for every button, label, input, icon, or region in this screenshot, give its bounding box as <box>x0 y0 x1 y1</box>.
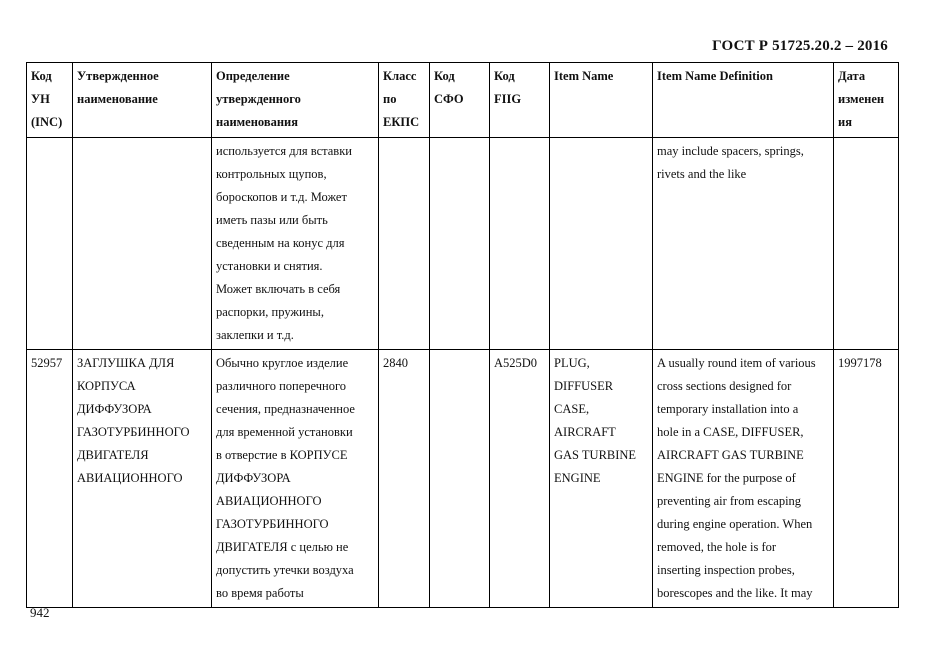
header-item-name-definition <box>653 63 834 138</box>
text-line: бороскопов и т.д. Может <box>216 190 347 204</box>
text-line: утвержденного <box>216 92 301 106</box>
text-line: сведенным на конус для <box>216 236 345 250</box>
text-line: temporary installation into a <box>657 402 799 416</box>
cell-definition <box>212 138 379 350</box>
text-line: Item Name <box>554 69 614 83</box>
text-line: inserting inspection probes, <box>657 563 795 577</box>
text-line: для временной установки <box>216 425 353 439</box>
text-line: установки и снятия. <box>216 259 323 273</box>
text-line: наименование <box>77 92 158 106</box>
page-number: 942 <box>30 605 50 620</box>
text-line: removed, the hole is for <box>657 540 777 554</box>
document-standard-header: ГОСТ Р 51725.20.2 – 2016 <box>712 38 888 54</box>
cell-inc: 52957 <box>27 350 73 608</box>
header-sfo-code <box>430 63 490 138</box>
text-line: hole in a CASE, DIFFUSER, <box>657 425 804 439</box>
cell-change-date <box>834 138 899 350</box>
text-line: УН <box>31 92 50 106</box>
cell-definition <box>212 350 379 608</box>
text-line: используется для вставки <box>216 144 352 158</box>
header-approved-name <box>73 63 212 138</box>
text-line: изменен <box>838 92 885 106</box>
text-line: ENGINE for the purpose of <box>657 471 796 485</box>
text-line: заклепки и т.д. <box>216 328 294 342</box>
table-row <box>27 350 899 608</box>
text-line: ДИФФУЗОРА <box>216 471 291 485</box>
text-line: СФО <box>434 92 464 106</box>
text-line: ЕКПС <box>383 115 420 129</box>
cell-inc <box>27 138 73 350</box>
text-line: ия <box>838 115 852 129</box>
text-line: preventing air from escaping <box>657 494 802 508</box>
text-line: Дата <box>838 69 866 83</box>
cell-approved-name <box>73 350 212 608</box>
header-definition <box>212 63 379 138</box>
text-line: during engine operation. When <box>657 517 813 531</box>
cell-change-date: 1997178 <box>834 350 899 608</box>
text-line: распорки, пружины, <box>216 305 324 319</box>
text-line: cross sections designed for <box>657 379 792 393</box>
text-line: иметь пазы или быть <box>216 213 328 227</box>
text-line: различного поперечного <box>216 379 347 393</box>
text-line: по <box>383 92 397 106</box>
text-line: во время работы <box>216 586 304 600</box>
text-line: CASE, <box>554 402 590 416</box>
text-line: АВИАЦИОННОГО <box>77 471 183 485</box>
text-line: Определение <box>216 69 290 83</box>
cell-fiig-code <box>490 138 550 350</box>
text-line: ЗАГЛУШКА ДЛЯ <box>77 356 175 370</box>
text-line: Код <box>31 69 52 83</box>
header-fiig-code <box>490 63 550 138</box>
text-line: Утвержденное <box>77 69 159 83</box>
text-line: A usually round item of various <box>657 356 816 370</box>
cell-ekps-class: 2840 <box>379 350 430 608</box>
text-line: Может включать в себя <box>216 282 341 296</box>
cell-sfo-code <box>430 138 490 350</box>
cell-item-name-definition <box>653 138 834 350</box>
cell-ekps-class <box>379 138 430 350</box>
table-row <box>27 138 899 350</box>
text-line: Класс <box>383 69 417 83</box>
cell-approved-name <box>73 138 212 350</box>
text-line: Item Name Definition <box>657 69 773 83</box>
text-line: may include spacers, springs, <box>657 144 804 158</box>
text-line: АВИАЦИОННОГО <box>216 494 322 508</box>
cell-item-name <box>550 138 653 350</box>
text-line: Обычно круглое изделие <box>216 356 349 370</box>
text-line: borescopes and the like. It may <box>657 586 813 600</box>
text-line: Код <box>434 69 455 83</box>
text-line: ГАЗОТУРБИННОГО <box>216 517 329 531</box>
header-inc <box>27 63 73 138</box>
cell-item-name <box>550 350 653 608</box>
table-header-row <box>27 63 899 138</box>
text-line: GAS TURBINE <box>554 448 637 462</box>
text-line: сечения, предназначенное <box>216 402 355 416</box>
text-line: наименования <box>216 115 299 129</box>
text-line: AIRCRAFT GAS TURBINE <box>657 448 804 462</box>
header-change-date <box>834 63 899 138</box>
text-line: ГАЗОТУРБИННОГО <box>77 425 190 439</box>
cell-sfo-code <box>430 350 490 608</box>
text-line: в отверстие в КОРПУСЕ <box>216 448 348 462</box>
text-line: ДВИГАТЕЛЯ с целью не <box>216 540 349 554</box>
text-line: rivets and the like <box>657 167 747 181</box>
text-line: AIRCRAFT <box>554 425 616 439</box>
header-item-name <box>550 63 653 138</box>
text-line: ENGINE <box>554 471 601 485</box>
catalog-table <box>26 62 899 608</box>
header-ekps-class <box>379 63 430 138</box>
cell-item-name-definition <box>653 350 834 608</box>
text-line: КОРПУСА <box>77 379 136 393</box>
text-line: FIIG <box>494 92 522 106</box>
text-line: допустить утечки воздуха <box>216 563 354 577</box>
text-line: ДИФФУЗОРА <box>77 402 152 416</box>
text-line: DIFFUSER <box>554 379 614 393</box>
text-line: PLUG, <box>554 356 590 370</box>
cell-fiig-code: A525D0 <box>490 350 550 608</box>
text-line: ДВИГАТЕЛЯ <box>77 448 149 462</box>
text-line: контрольных щупов, <box>216 167 327 181</box>
text-line: Код <box>494 69 515 83</box>
text-line: (INC) <box>31 115 63 129</box>
